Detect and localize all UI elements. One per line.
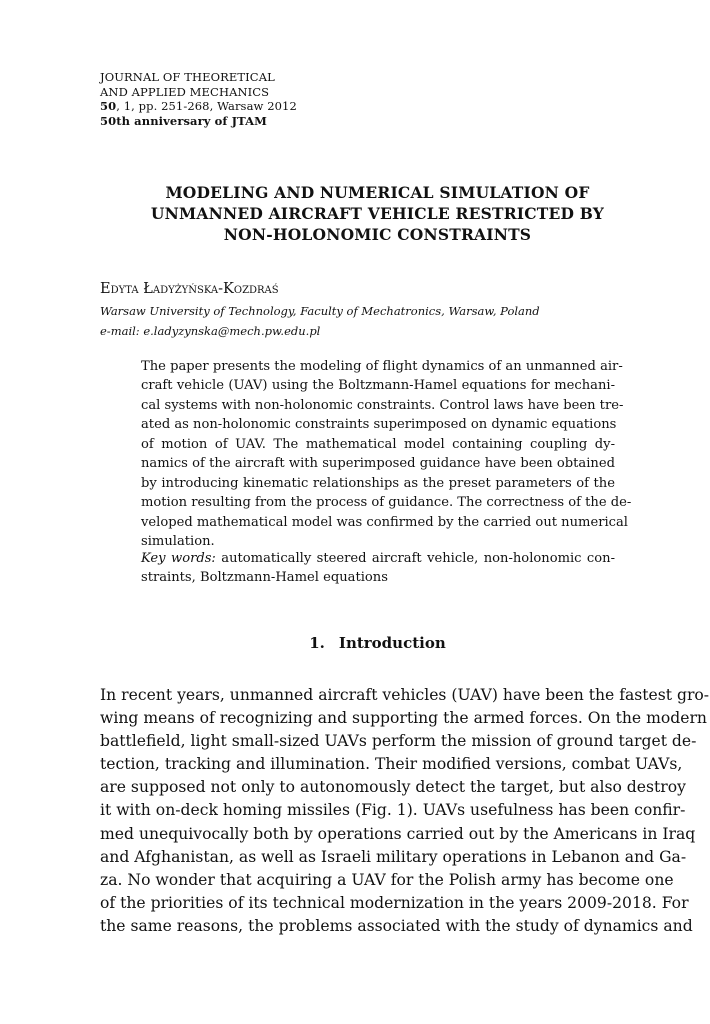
paper-title <box>100 182 655 245</box>
body-line: and Afghanistan, as well as Israeli military operations in Lebanon and Ga- <box>100 847 687 866</box>
body-line: wing means of recognizing and supporting the armed forces. On the modern <box>100 709 707 728</box>
body-line: are supposed not only to autonomously detect the target, but also destroy <box>100 778 686 797</box>
author-name: Edyta Ładyżyńska-Kozdraś <box>100 281 279 297</box>
journal-anniversary: 50th anniversary of JTAM <box>100 113 267 128</box>
section-heading <box>100 633 655 653</box>
abstract <box>141 357 632 552</box>
abstract-line: craft vehicle (UAV) using the Boltzmann-Hamel equations for mechani- <box>141 378 615 394</box>
author-affiliation: Warsaw University of Technology, Faculty of Mechatronics, Warsaw, Poland <box>100 304 540 318</box>
journal-citation <box>100 99 297 114</box>
journal-volume: 50 <box>100 99 117 113</box>
body-line: it with on-deck homing missiles (Fig. 1). UAVs usefulness has been confir- <box>100 801 686 820</box>
body-line: tection, tracking and illumination. Their modified versions, combat UAVs, <box>100 755 683 774</box>
body-line: of the priorities of its technical modernization in the years 2009-2018. For <box>100 893 689 912</box>
keywords-line2: straints, Boltzmann-Hamel equations <box>141 570 388 586</box>
abstract-line: veloped mathematical model was confirmed by the carried out numerical <box>141 514 628 530</box>
section-number: 1. <box>309 634 325 652</box>
journal-header <box>100 70 297 128</box>
keywords <box>141 549 615 588</box>
intro-paragraph <box>100 684 710 938</box>
journal-name-line2: AND APPLIED MECHANICS <box>100 84 270 99</box>
title-line-3: NON-HOLONOMIC CONSTRAINTS <box>223 225 532 244</box>
author-email: e-mail: e.ladyzynska@mech.pw.edu.pl <box>100 324 321 338</box>
journal-name-line1: JOURNAL OF THEORETICAL <box>100 70 275 84</box>
abstract-line: simulation. <box>141 534 215 550</box>
keywords-line1: automatically steered aircraft vehicle, non-holonomic con- <box>215 551 616 566</box>
abstract-line: The paper presents the modeling of flight dynamics of an unmanned air- <box>141 359 623 374</box>
abstract-line: of motion of UAV. The mathematical model containing coupling dy- <box>141 436 615 452</box>
title-line-1: MODELING AND NUMERICAL SIMULATION OF <box>165 183 590 202</box>
body-line: battlefield, light small-sized UAVs perform the mission of ground target de- <box>100 732 697 751</box>
body-line: the same reasons, the problems associated with the study of dynamics and <box>100 916 693 935</box>
journal-citation-rest: , 1, pp. 251-268, Warsaw 2012 <box>116 99 297 113</box>
title-line-2: UNMANNED AIRCRAFT VEHICLE RESTRICTED BY <box>150 204 605 223</box>
keywords-label: Key words: <box>141 551 216 566</box>
section-title: Introduction <box>338 634 446 652</box>
body-line: In recent years, unmanned aircraft vehicles (UAV) have been the fastest gro- <box>100 686 710 704</box>
abstract-line: by introducing kinematic relationships as the preset parameters of the <box>141 475 615 491</box>
abstract-line: ated as non-holonomic constraints superimposed on dynamic equations <box>141 417 617 433</box>
body-line: med unequivocally both by operations carried out by the Americans in Iraq <box>100 824 696 843</box>
abstract-line: cal systems with non-holonomic constraints. Control laws have been tre- <box>141 397 624 413</box>
abstract-line: motion resulting from the process of guidance. The correctness of the de- <box>141 495 632 511</box>
body-line: za. No wonder that acquiring a UAV for the Polish army has become one <box>100 870 674 889</box>
abstract-line: namics of the aircraft with superimposed guidance have been obtained <box>141 456 615 472</box>
